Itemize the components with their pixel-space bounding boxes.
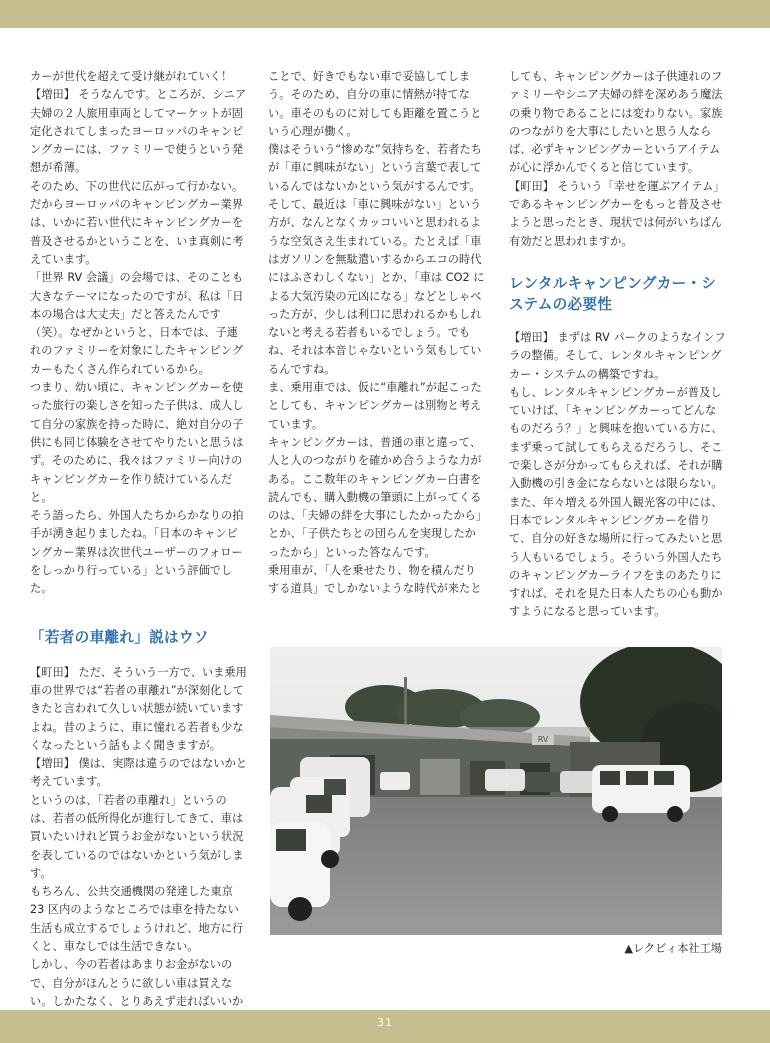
- paragraph: そう語ったら、外国人たちからかなりの拍手が湧き起りましたね。「日本のキャンピングカー業界は次世代ユーザーのフォローをしっかり行っている」という評価でした。: [30, 509, 244, 596]
- paragraph: つまり、幼い頃に、キャンピングカーを使った旅行の楽しさを知った子供は、成人して自分の家族を持った時に、絶対自分の子供にも同じ体験をさせてやりたいと思うはず。そのために、我々はファミリー向けのキャンピングカーを作り続けているんだと。: [30, 381, 244, 504]
- paragraph: しかし、今の若者はあまりお金がないので、自分がほんとうに欲しい車は買えない。しかたなく、とりあえず走ればいいか: [30, 958, 244, 1008]
- paragraph: そして、最近は「車に興味がない」という方が、なんとなくカッコいいと思われるような空気さえ生まれている。たとえば「車はガソリンを無駄遣いするからエコの時代にはふさわしくない」とか、「車は CO2 による大気汚染の元凶になる」などとしゃべった方が、少しは利口に思われるかもしれないと考える若者もいるでしょう。でもね、それは本音じゃないという気もしているんですね。: [268, 198, 485, 376]
- paragraph: また、年々増える外国人観光客の中には、日本でレンタルキャンピングカーを借りて、自分の好きな場所に行ってみたいと思う人もいるでしょう。そういう外国人たちのキャンピングカーライフをまのあたりにすれば、それを見た日本人たちの心も動かすようになると思っています。: [509, 495, 723, 619]
- top-band: [0, 0, 770, 28]
- paragraph: 【町田】 ただ、そういう一方で、いま乗用車の世界では“若者の車離れ”が深刻化してきたと言われて久しい状態が続いていますよね。昔のように、車に憧れる若者も少なくなったという話もよく聞きますが。: [30, 665, 247, 752]
- section-heading-rental-system: レンタルキャンピングカー・システムの必要性: [509, 274, 717, 313]
- text-column-3: [509, 68, 727, 622]
- paragraph: もちろん、公共交通機関の発達した東京 23 区内のようなところでは車を持たない生活も成立するでしょうけれど、地方に行くと、車なしでは生活できない。: [30, 885, 244, 954]
- paragraph: 【町田】 そういう「幸せを運ぶアイテム」であるキャンピングカーをもっと普及させようと思ったとき、現状では何がいちばん有効だと思われますか。: [509, 179, 725, 248]
- paragraph: ま、乗用車では、仮に“車離れ”が起こったとしても、キャンピングカーは別物と考えています。: [268, 381, 482, 431]
- paragraph: もし、レンタルキャンピングカーが普及していけば、「キャンピングカーってどんなものだろう？」と興味を抱いている方に、まず乗って試してもらえるだろうし、そこで楽しさが分かってもらえれば、それが購入動機の引き金にならないとは限らない。: [509, 385, 723, 491]
- paragraph: 【増田】 そうなんです。ところが、シニア夫婦の２人旅用車両としてマーケットが固定化されてしまったヨーロッパのキャンピングカーには、ファミリーで使うという発想が希薄。: [30, 88, 247, 175]
- text-column-1: [30, 68, 248, 1030]
- paragraph: 【増田】 僕は、実際は違うのではないかと考えています。: [30, 757, 248, 789]
- paragraph: 【増田】 まずは RV パークのようなインフラの整備。そして、レンタルキャンピングカー・システムの構築ですね。: [509, 330, 726, 381]
- sign-text: RV: [537, 735, 549, 744]
- paragraph: キャンピングカーは、普通の車と違って、人と人のつながりを確かめ合うような力がある。ここ数年のキャンピングカー白書を読んでも、購入動機の筆頭に上がってくるのは、「夫婦の絆を大事にしたかったから」とか、「子供たちとの団らんを実現したかったから」といった答なんです。: [268, 435, 482, 559]
- paragraph: ことで、好きでもない車で妥協してしまう。そのため、自分の車に情熱が持てない。車そのものに対しても距離を置こうという心理が働く。: [268, 70, 482, 138]
- page-number: 31: [377, 1016, 393, 1029]
- paragraph: 乗用車が、「人を乗せたり、物を積んだりする道具」でしかないような時代が来たと: [268, 564, 482, 596]
- text-column-2: [268, 68, 486, 599]
- paragraph: しても、キャンピングカーは子供連れのファミリーやシニア夫婦の絆を深めあう魔法の乗り物であることには変わりない。家族のつながりを大事にしたいと思う人ならば、必ずキャンピングカーというアイテムが心に浮かんでくると信じています。: [509, 70, 723, 175]
- factory-photo: [270, 647, 722, 935]
- paragraph: そのため、下の世代に広がって行かない。: [30, 179, 244, 193]
- photo-caption: ▲レクビィ本社工場: [624, 942, 722, 955]
- paragraph: 「世界 RV 会議」の会場では、そのことも大きなテーマになったのですが、私は「日本の場合は大丈夫」だと答えたんです（笑）。なぜかというと、日本では、子連れのファミリーを対象にしたキャンピングカーもたくさん作られているから。: [30, 271, 244, 376]
- paragraph: というのは、「若者の車離れ」というのは、若者の低所得化が進行してきて、車は買いたいけれど買うお金がないという状況を表しているのではないかという気がします。: [30, 793, 244, 880]
- paragraph: 僕はそういう“惨めな”気持ちを、若者たちが「車に興味がない」という言葉で表しているんではないかという気がするんです。: [268, 143, 482, 193]
- paragraph: カーが世代を超えて受け継がれていく！: [30, 70, 233, 83]
- section-heading-young-people: 「若者の車離れ」説はウソ: [30, 628, 209, 646]
- paragraph: だからヨーロッパのキャンピングカー業界は、いかに若い世代にキャンピングカーを普及させるかということを、いま真剣に考えています。: [30, 198, 244, 266]
